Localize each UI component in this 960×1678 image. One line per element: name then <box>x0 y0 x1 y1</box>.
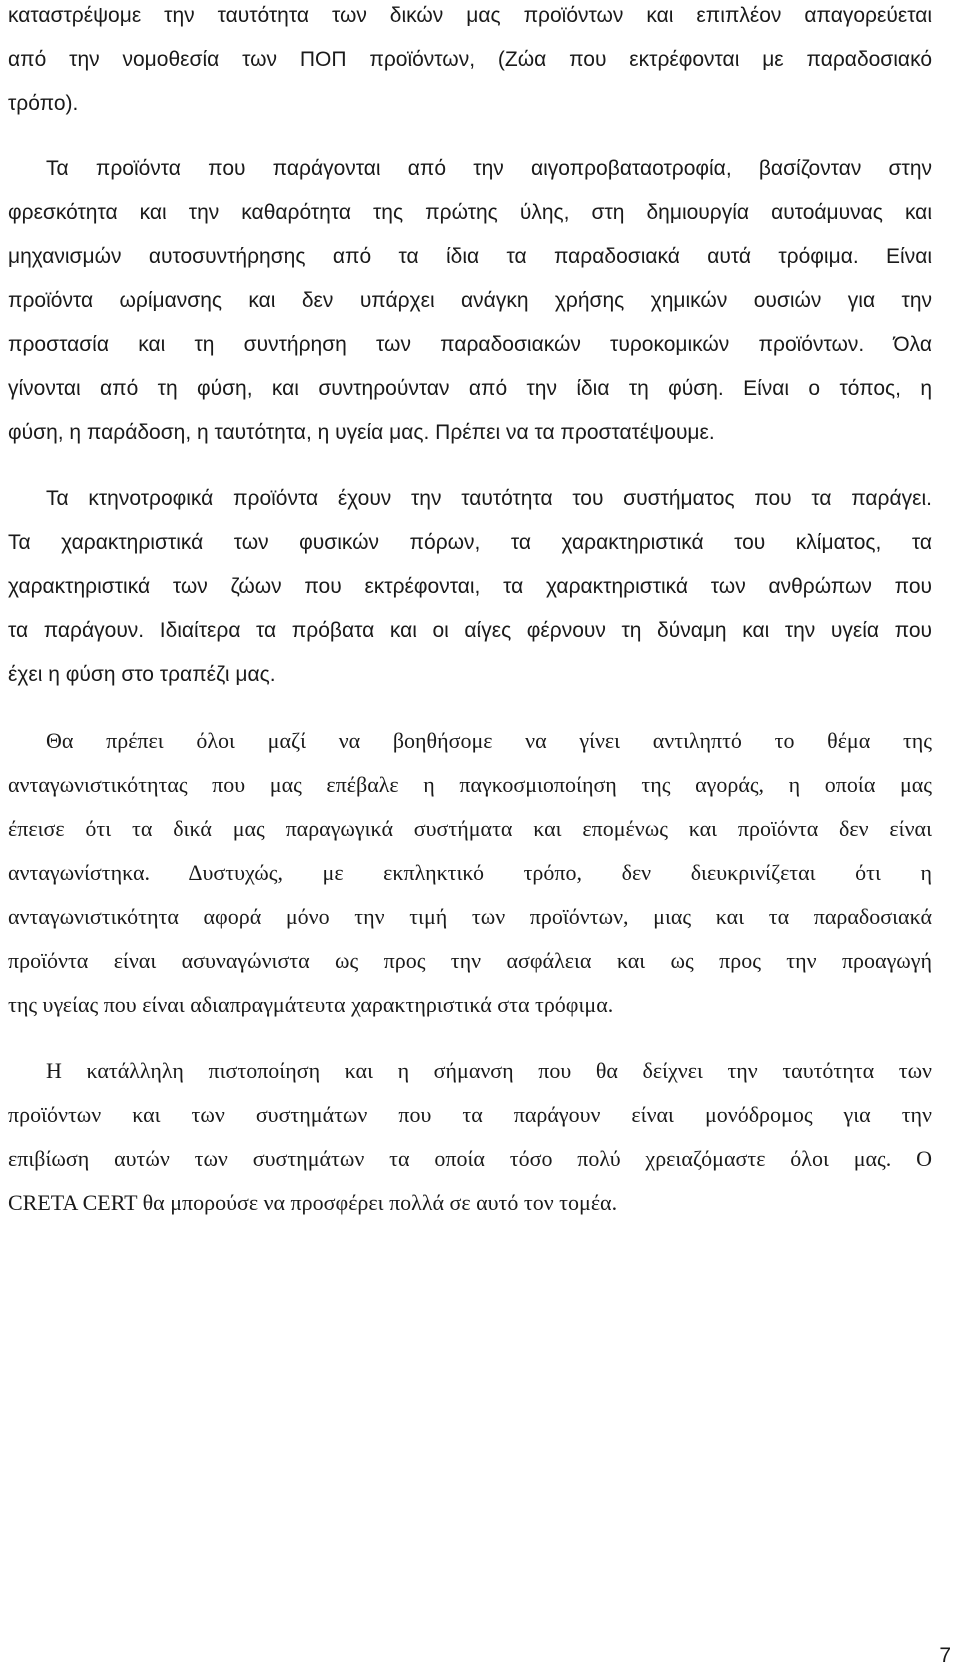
text-line: από την νομοθεσία των ΠΟΠ προϊόντων, (Ζώα που εκτρέφονται με παραδοσιακό <box>8 48 932 71</box>
paragraph-first-line: Θα πρέπει όλοι μαζί να βοηθήσομε να γίνει αντιληπτό το θέμα της <box>46 728 932 753</box>
text-line: φύση, η παράδοση, η ταυτότητα, η υγεία μας. Πρέπει να τα προστατέψουμε. <box>8 421 715 444</box>
text-line: CRETA CERT θα μπορούσε να προσφέρει πολλά σε αυτό τον τομέα. <box>8 1190 618 1215</box>
text-line: ανταγωνιστικότητα αφορά μόνο την τιμή των προϊόντων, μιας και τα παραδοσιακά <box>8 904 932 929</box>
text-line: έπεισε ότι τα δικά μας παραγωγικά συστήματα και επομένως και προϊόντα δεν είναι <box>8 816 932 841</box>
paragraph-first-line: Η κατάλληλη πιστοποίηση και η σήμανση που θα δείχνει την ταυτότητα των <box>46 1058 932 1083</box>
text-line: έχει η φύση στο τραπέζι μας. <box>8 663 276 686</box>
text-line: γίνονται από τη φύση, και συντηρούνταν από την ίδια τη φύση. Είναι ο τόπος, η <box>8 377 932 400</box>
text-line: χαρακτηριστικά των ζώων που εκτρέφονται, τα χαρακτηριστικά των ανθρώπων που <box>8 575 932 598</box>
text-line: ανταγωνίστηκα. Δυστυχώς, με εκπληκτικό τρόπο, δεν διευκρινίζεται ότι η <box>8 860 932 885</box>
text-line: της υγείας που είναι αδιαπραγμάτευτα χαρακτηριστικά στα τρόφιμα. <box>8 992 614 1017</box>
text-line: Τα χαρακτηριστικά των φυσικών πόρων, τα χαρακτηριστικά του κλίματος, τα <box>8 531 932 554</box>
text-line: καταστρέψομε την ταυτότητα των δικών μας προϊόντων και επιπλέον απαγορεύεται <box>8 4 932 27</box>
text-line: τα παράγουν. Ιδιαίτερα τα πρόβατα και οι αίγες φέρνουν τη δύναμη και την υγεία που <box>8 619 932 642</box>
paragraph-first-line: Τα κτηνοτροφικά προϊόντα έχουν την ταυτότητα του συστήματος που τα παράγει. <box>46 487 932 510</box>
text-line: προστασία και τη συντήρηση των παραδοσιακών τυροκομικών προϊόντων. Όλα <box>8 333 932 356</box>
text-line: ανταγωνιστικότητας που μας επέβαλε η παγκοσμιοποίηση της αγοράς, η οποία μας <box>8 772 932 797</box>
text-line: προϊόντα είναι ασυναγώνιστα ως προς την ασφάλεια και ως προς την προαγωγή <box>8 948 932 973</box>
text-line: επιβίωση αυτών των συστημάτων τα οποία τόσο πολύ χρειαζόμαστε όλοι μας. Ο <box>8 1146 932 1171</box>
text-line: προϊόντων και των συστημάτων που τα παράγουν είναι μονόδρομος για την <box>8 1102 932 1127</box>
text-line: φρεσκότητα και την καθαρότητα της πρώτης ύλης, στη δημιουργία αυτοάμυνας και <box>8 201 932 224</box>
text-line: προϊόντα ωρίμανσης και δεν υπάρχει ανάγκη χρήσης χημικών ουσιών για την <box>8 289 932 312</box>
text-line: τρόπο). <box>8 92 79 115</box>
paragraph-first-line: Τα προϊόντα που παράγονται από την αιγοπροβαταοτροφία, βασίζονταν στην <box>46 157 932 180</box>
text-line: μηχανισμών αυτοσυντήρησης από τα ίδια τα παραδοσιακά αυτά τρόφιμα. Είναι <box>8 245 932 268</box>
page-number: 7 <box>939 1644 951 1667</box>
